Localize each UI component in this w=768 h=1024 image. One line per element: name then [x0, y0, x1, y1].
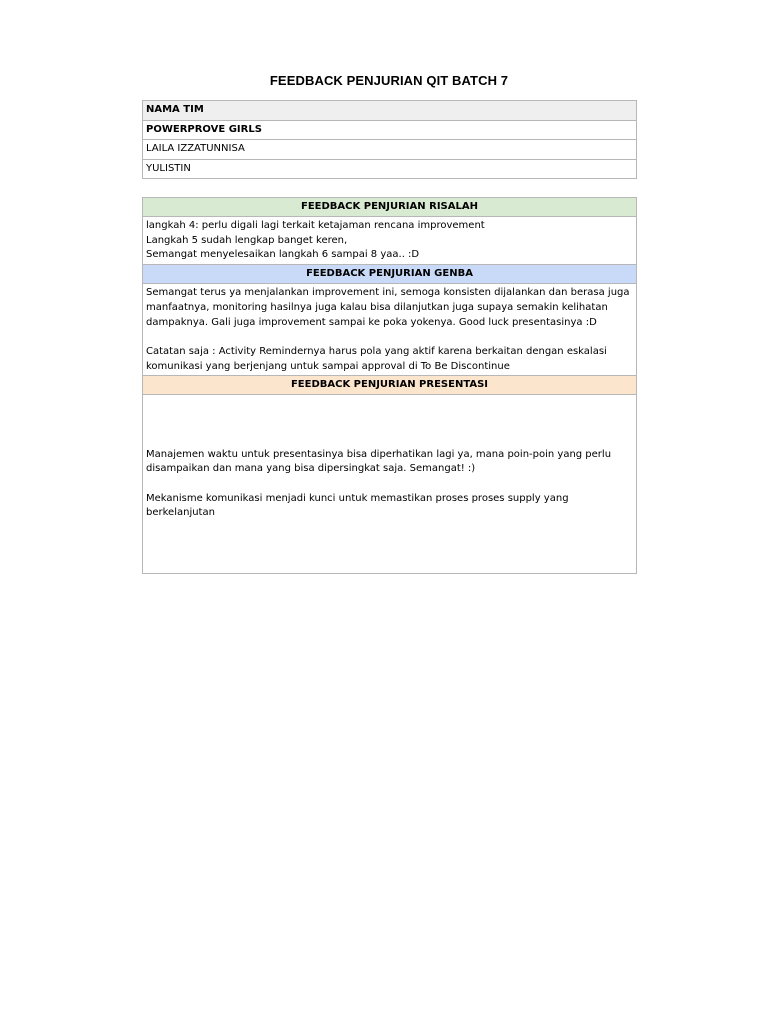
page-title: FEEDBACK PENJURIAN QIT BATCH 7 [269, 73, 509, 88]
presentasi-feedback-text: Manajemen waktu untuk presentasinya bisa diperhatikan lagi ya, mana poin-poin yang perlu disampaikan dan mana yang bisa dipersingkat saja. Semangat! :) Mekanisme komunikasi menjadi kunci untuk memastikan proses proses supply yang berkelanjutan [143, 395, 637, 574]
team-name-cell: POWERPROVE GIRLS [143, 120, 637, 140]
genba-feedback-text: Semangat terus ya menjalankan improvement ini, semoga konsisten dijalankan dan berasa juga manfaatnya, monitoring hasilnya juga kalau bisa dilanjutkan juga supaya semakin kelihatan dampaknya. Gali juga improvement sampai ke poka yokenya. Good luck presentasinya :D Catatan saja : Activity Remindernya harus pola yang aktif karena berkaitan dengan eskalasi komunikasi yang berjenjang untuk sampai approval di To Be Discontinue [143, 284, 637, 376]
team-member-row [143, 140, 637, 160]
team-table [142, 100, 637, 179]
team-header-cell: NAMA TIM [143, 101, 637, 121]
team-header-row [143, 101, 637, 121]
presentasi-header: FEEDBACK PENJURIAN PRESENTASI [143, 376, 637, 395]
genba-header: FEEDBACK PENJURIAN GENBA [143, 265, 637, 284]
risalah-header-row [143, 198, 637, 217]
team-member-row [143, 159, 637, 179]
presentasi-header-row [143, 376, 637, 395]
presentasi-body-row [143, 395, 637, 574]
risalah-body-row [143, 217, 637, 265]
genba-header-row [143, 265, 637, 284]
team-member-cell: YULISTIN [143, 159, 637, 179]
feedback-table [142, 197, 637, 574]
team-name-row [143, 120, 637, 140]
risalah-header: FEEDBACK PENJURIAN RISALAH [143, 198, 637, 217]
genba-body-row [143, 284, 637, 376]
risalah-feedback-text: langkah 4: perlu digali lagi terkait ketajaman rencana improvement Langkah 5 sudah lengkap banget keren, Semangat menyelesaikan langkah 6 sampai 8 yaa.. :D [143, 217, 637, 265]
team-member-cell: LAILA IZZATUNNISA [143, 140, 637, 160]
